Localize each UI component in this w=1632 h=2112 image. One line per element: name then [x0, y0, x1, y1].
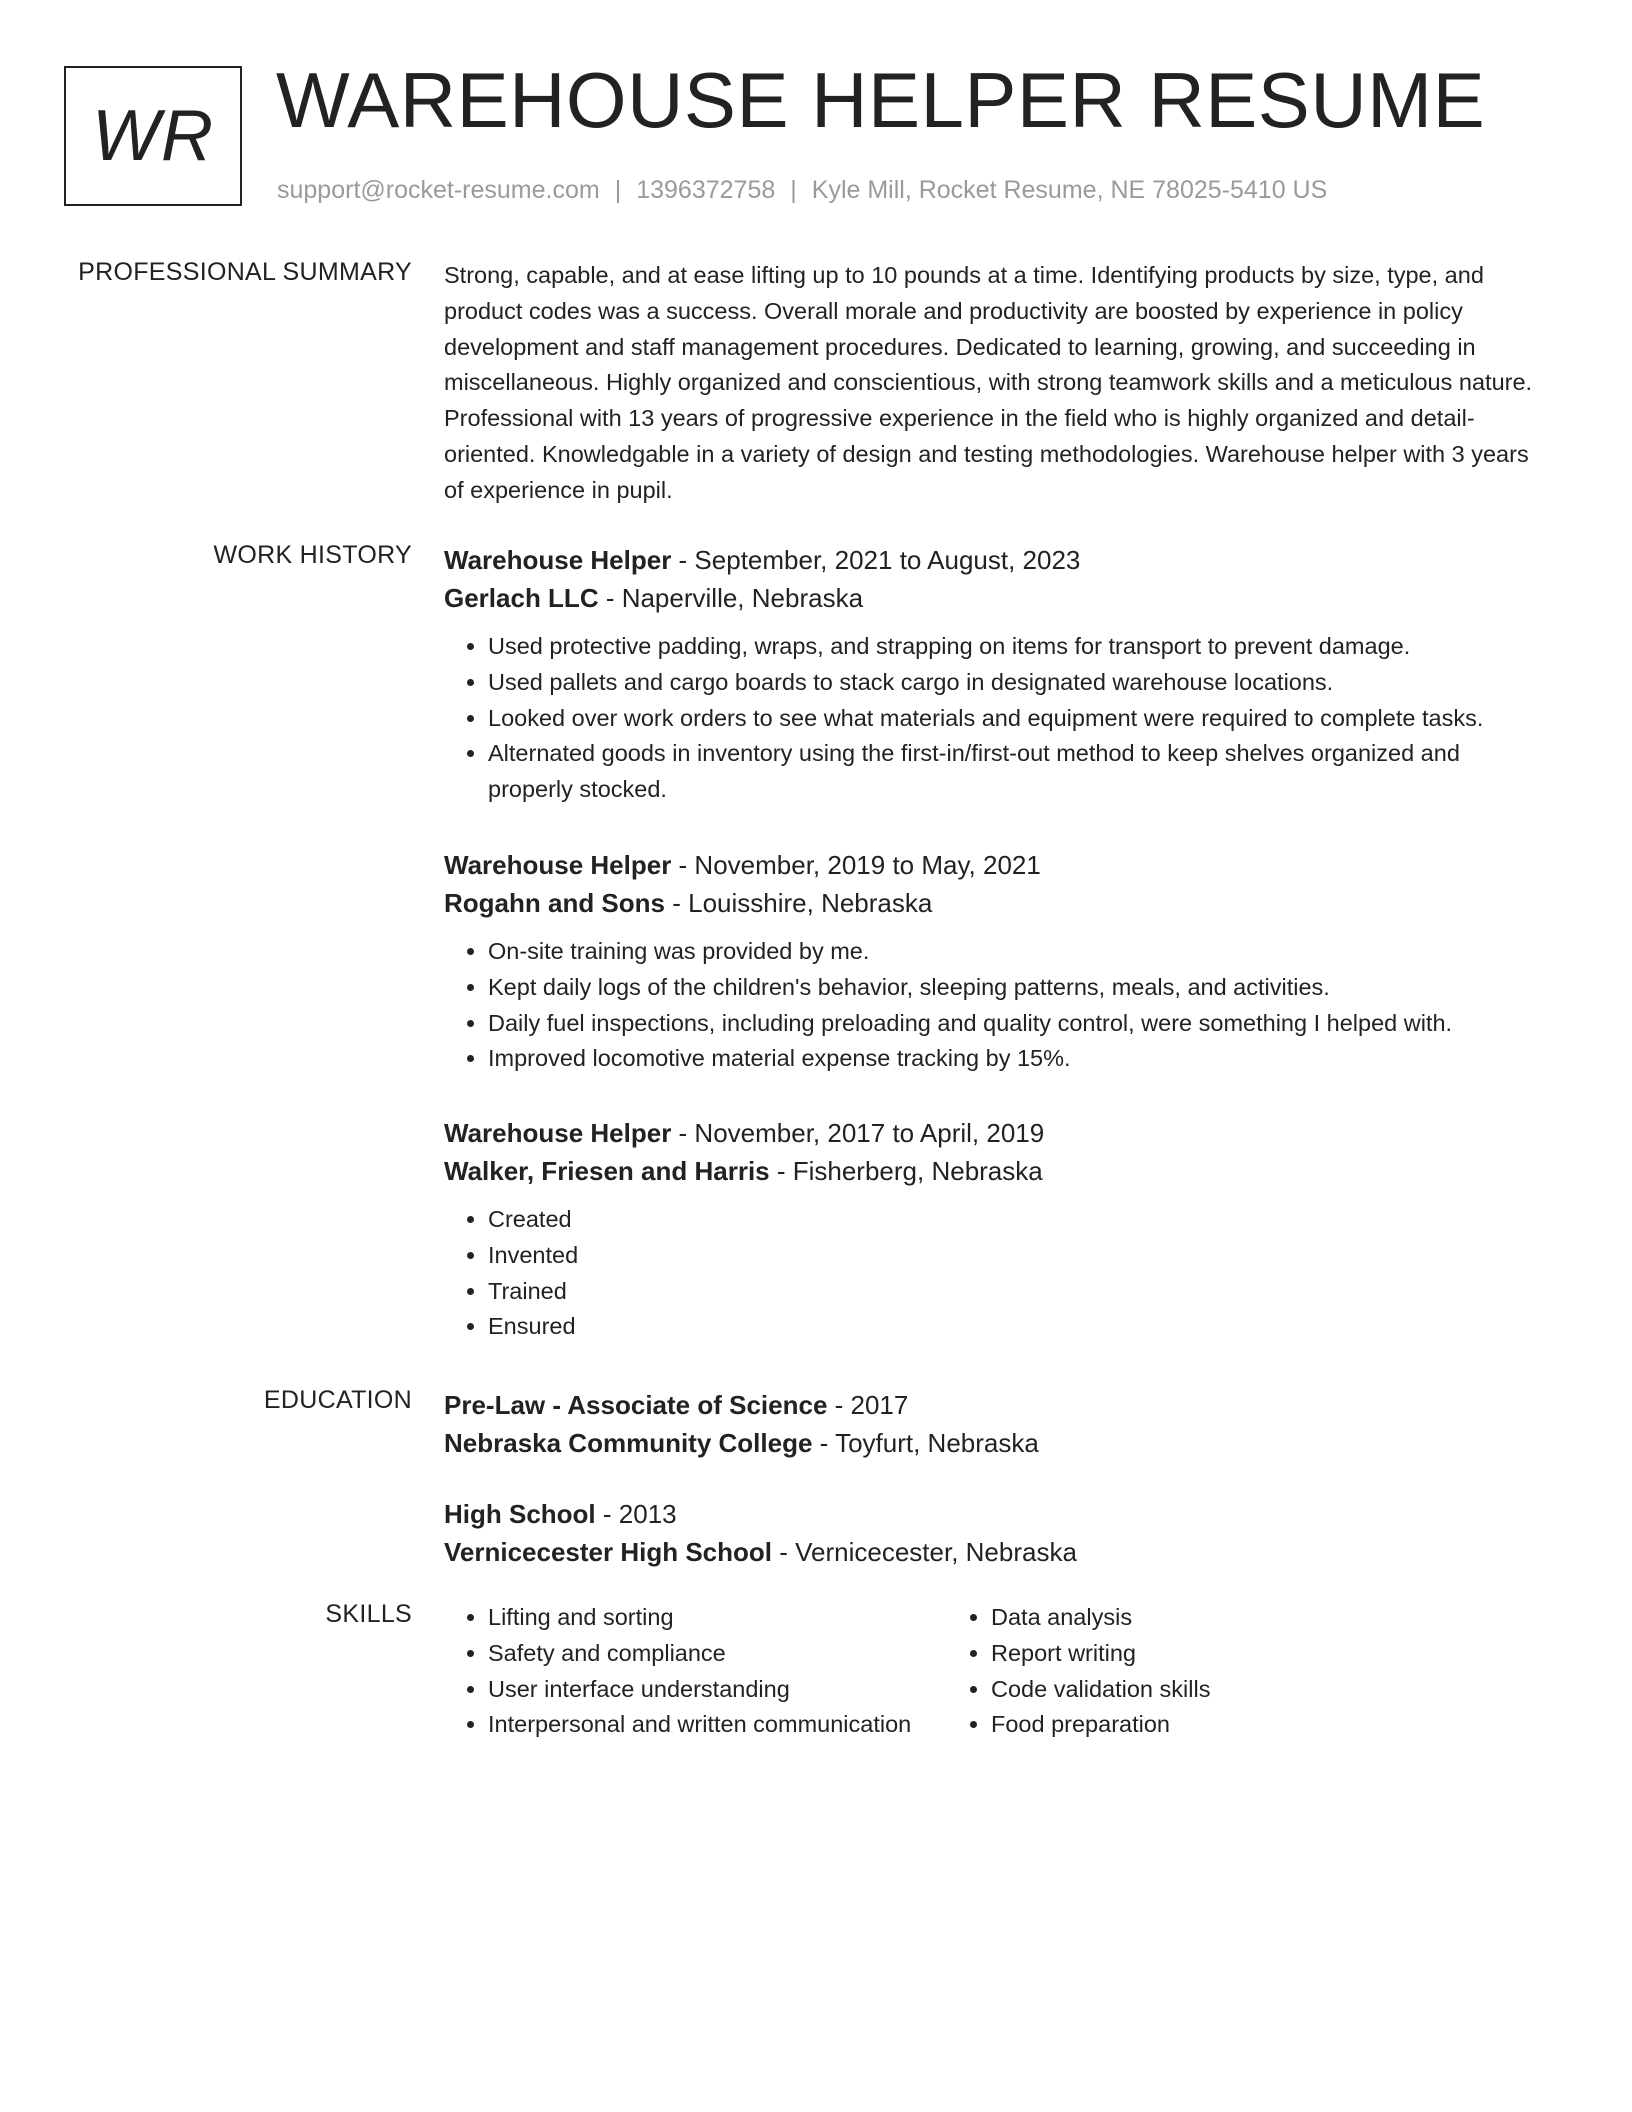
job-title-line: [444, 846, 1544, 884]
job-bullet: • Invented: [488, 1238, 1544, 1274]
summary-text: Strong, capable, and at ease lifting up to 10 pounds at a time. Identifying products by size, type, and product codes was a success. Overall morale and productivity are boosted by experience in policy development and staff management procedures. Dedicated to learning, growing, and succeeding in miscellaneous. Highly organized and conscientious, with strong teamwork skills and a meticulous nature. Professional with 13 years of progressive experience in the field who is highly organized and detail-oriented. Knowledgable in a variety of design and testing methodologies. Warehouse helper with 3 years of experience in pupil.: [444, 262, 1533, 503]
skill-item: • Food preparation: [991, 1707, 1210, 1743]
job-entry: [444, 1114, 1544, 1345]
job-company: Gerlach LLC: [444, 583, 599, 613]
education-location: - Toyfurt, Nebraska: [812, 1428, 1039, 1458]
skill-item: • Code validation skills: [991, 1672, 1210, 1708]
job-bullet: • On-site training was provided by me.: [488, 934, 1544, 970]
resume-title: WAREHOUSE HELPER RESUME: [276, 56, 1486, 144]
job-dates: - November, 2017 to April, 2019: [671, 1118, 1045, 1148]
job-title: Warehouse Helper: [444, 850, 672, 880]
job-bullet: • Kept daily logs of the children's behavior, sleeping patterns, meals, and activities.: [488, 970, 1544, 1006]
section-label-work-history: WORK HISTORY: [213, 541, 412, 569]
skills-body: [444, 1600, 1544, 1743]
education-degree-line: [444, 1495, 1544, 1533]
job-company-line: [444, 884, 1544, 922]
job-location: - Naperville, Nebraska: [598, 583, 864, 613]
education-location: - Vernicecester, Nebraska: [772, 1537, 1077, 1567]
job-company: Rogahn and Sons: [444, 888, 665, 918]
work-history-body: [444, 541, 1544, 1340]
job-bullet: • Ensured: [488, 1309, 1544, 1345]
job-bullet: • Daily fuel inspections, including preloading and quality control, were something I helped with.: [488, 1006, 1544, 1042]
job-title-line: [444, 541, 1544, 579]
job-bullet: • Looked over work orders to see what materials and equipment were required to complete tasks.: [488, 701, 1544, 737]
education-degree-line: [444, 1386, 1544, 1424]
job-dates: - November, 2019 to May, 2021: [671, 850, 1041, 880]
job-bullet: • Alternated goods in inventory using the first-in/first-out method to keep shelves organized and properly stocked.: [488, 736, 1544, 808]
education-school: Nebraska Community College: [444, 1428, 813, 1458]
job-location: - Fisherberg, Nebraska: [769, 1156, 1043, 1186]
education-entry: [444, 1495, 1544, 1571]
job-bullets: [444, 1202, 1544, 1345]
education-school-line: [444, 1533, 1544, 1571]
skill-item: • Interpersonal and written communication: [488, 1707, 947, 1743]
education-degree: Pre-Law - Associate of Science: [444, 1390, 828, 1420]
education-year: - 2017: [827, 1390, 909, 1420]
contact-address: Kyle Mill, Rocket Resume, NE 78025-5410 US: [811, 176, 1328, 204]
job-title: Warehouse Helper: [444, 1118, 672, 1148]
job-bullets: [444, 934, 1544, 1077]
job-bullet: • Trained: [488, 1274, 1544, 1310]
contact-email[interactable]: support@rocket-resume.com: [277, 176, 600, 204]
skill-item: • Lifting and sorting: [488, 1600, 947, 1636]
contact-phone: 1396372758: [636, 176, 776, 204]
education-entry: [444, 1386, 1544, 1462]
section-label-summary: PROFESSIONAL SUMMARY: [78, 258, 412, 286]
job-company-line: [444, 1152, 1544, 1190]
contact-separator: |: [790, 176, 797, 204]
education-body: [444, 1386, 1544, 1567]
job-company-line: [444, 579, 1544, 617]
job-entry: [444, 541, 1544, 808]
contact-line: [277, 176, 1327, 205]
job-entry: [444, 846, 1544, 1077]
skill-item: • Safety and compliance: [488, 1636, 947, 1672]
monogram-logo: WR: [64, 66, 242, 206]
job-bullet: • Created: [488, 1202, 1544, 1238]
skills-column: [947, 1600, 1210, 1743]
section-label-skills: SKILLS: [325, 1600, 412, 1628]
job-bullet: • Used pallets and cargo boards to stack cargo in designated warehouse locations.: [488, 665, 1544, 701]
skill-item: • User interface understanding: [488, 1672, 947, 1708]
section-label-education: EDUCATION: [263, 1386, 412, 1414]
summary-body: [444, 258, 1544, 509]
job-bullet: • Improved locomotive material expense tracking by 15%.: [488, 1041, 1544, 1077]
skill-item: • Report writing: [991, 1636, 1210, 1672]
education-school-line: [444, 1424, 1544, 1462]
job-title: Warehouse Helper: [444, 545, 672, 575]
contact-separator: |: [614, 176, 622, 204]
education-year: - 2013: [595, 1499, 677, 1529]
skills-column: [444, 1600, 947, 1743]
skill-item: • Data analysis: [991, 1600, 1210, 1636]
education-degree: High School: [444, 1499, 596, 1529]
job-bullet: • Used protective padding, wraps, and strapping on items for transport to prevent damage.: [488, 629, 1544, 665]
education-school: Vernicecester High School: [444, 1537, 773, 1567]
job-title-line: [444, 1114, 1544, 1152]
job-bullets: [444, 629, 1544, 808]
job-location: - Louisshire, Nebraska: [665, 888, 933, 918]
job-company: Walker, Friesen and Harris: [444, 1156, 770, 1186]
job-dates: - September, 2021 to August, 2023: [671, 545, 1081, 575]
